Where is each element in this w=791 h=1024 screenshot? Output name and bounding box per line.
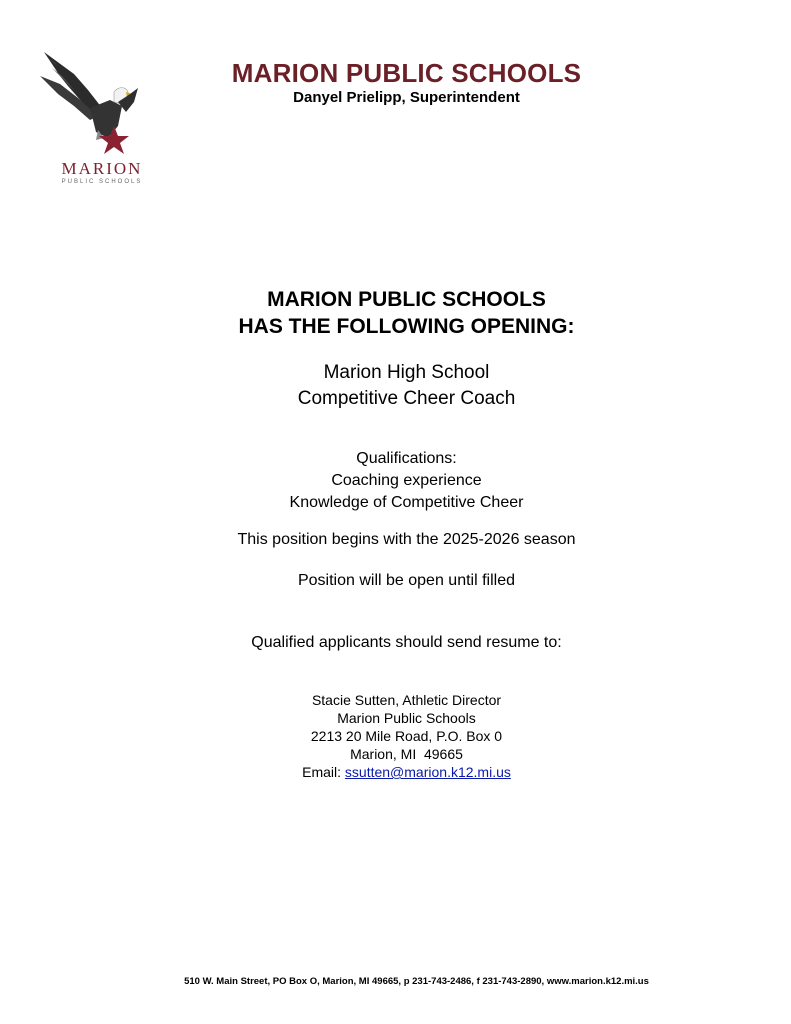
contact-name-title: Stacie Sutten, Athletic Director [311, 692, 502, 708]
letterhead-footer: 510 W. Main Street, PO Box O, Marion, MI 49665, p 231-743-2486, f 231-743-2890, www.marion.k12.mi.us [184, 976, 649, 987]
contact-city: Marion, MI 49665 [350, 746, 463, 762]
apply-instructions: Qualified applicants should send resume to: [251, 634, 562, 651]
logo-wordmark: MARION [61, 159, 143, 178]
email-label: Email: [302, 764, 345, 780]
season-text: This position begins with the 2025-2026 season [237, 531, 576, 548]
contact-email-line [0, 763, 791, 781]
qualifications-block [0, 448, 791, 514]
position-block [0, 360, 791, 412]
contact-address: 2213 20 Mile Road, P.O. Box 0 [310, 728, 503, 744]
qualification-item: Coaching experience [331, 472, 482, 489]
qualification-item: Knowledge of Competitive Cheer [289, 494, 524, 511]
contact-organization: Marion Public Schools [337, 710, 476, 726]
email-link[interactable]: ssutten@marion.k12.mi.us [344, 764, 511, 780]
letterhead-subtitle: Danyel Prielipp, Superintendent [293, 89, 520, 106]
position-title: Competitive Cheer Coach [297, 388, 516, 409]
announcement-line-1: MARION PUBLIC SCHOOLS [267, 288, 546, 311]
announcement-heading [0, 286, 791, 340]
qualifications-heading: Qualifications: [356, 450, 457, 467]
letterhead-title: MARION PUBLIC SCHOOLS [231, 58, 582, 88]
position-school: Marion High School [323, 362, 490, 383]
open-until-filled-text: Position will be open until filled [297, 572, 515, 589]
announcement-line-2: HAS THE FOLLOWING OPENING: [238, 315, 575, 338]
logo-subtitle: PUBLIC SCHOOLS [61, 179, 143, 185]
contact-block [0, 691, 791, 781]
